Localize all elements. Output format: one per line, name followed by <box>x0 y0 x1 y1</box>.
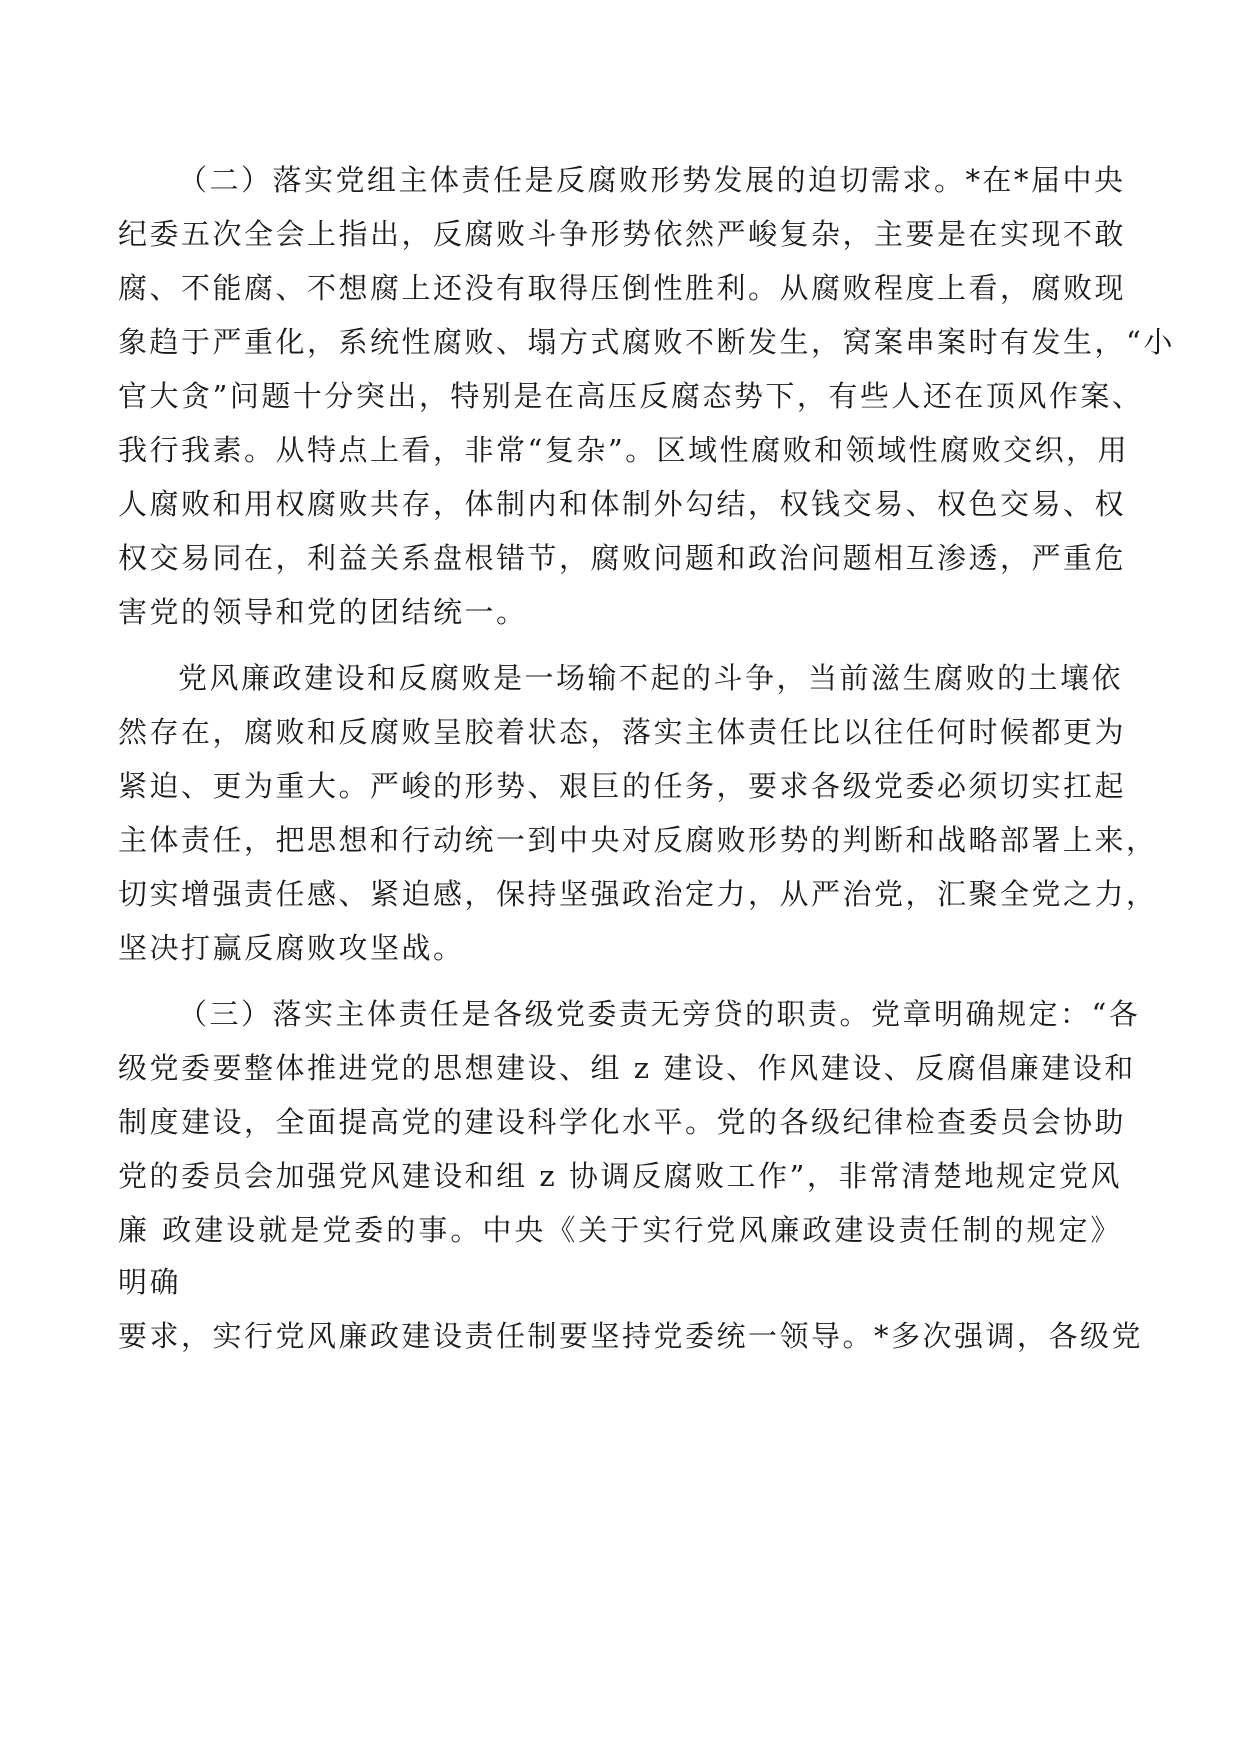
paragraph-3-line-3: 紧迫、更为重大。严峻的形势、艰巨的任务，要求各级党委必须切实扛起 <box>118 769 1127 803</box>
paragraph-2-line-4: 象趋于严重化，系统性腐败、塌方式腐败不断发生，窝案串案时有发生，“小 <box>118 325 1175 359</box>
paragraph-2-line-8: 权交易同在，利益关系盘根错节，腐败问题和政治问题相互渗透，严重危 <box>118 541 1127 575</box>
paragraph-2-line-1: （二）落实党组主体责任是反腐败形势发展的迫切需求。*在*届中央 <box>178 163 1126 197</box>
paragraph-3-line-2: 然存在，腐败和反腐败呈胶着状态，落实主体责任比以往任何时候都更为 <box>118 715 1127 749</box>
paragraph-4-line-1: （三）落实主体责任是各级党委责无旁贷的职责。党章明确规定：“各 <box>178 997 1141 1031</box>
paragraph-2-line-9: 害党的领导和党的团结统一。 <box>118 595 528 629</box>
paragraph-2-line-6: 我行我素。从特点上看，非常“复杂”。区域性腐败和领域性腐败交织，用 <box>118 433 1130 467</box>
paragraph-2-line-5: 官大贪”问题十分突出，特别是在高压反腐态势下，有些人还在顶风作案、 <box>118 379 1144 413</box>
paragraph-2-line-7: 人腐败和用权腐败共存，体制内和体制外勾结，权钱交易、权色交易、权 <box>118 487 1127 521</box>
paragraph-2-line-3: 腐、不能腐、不想腐上还没有取得压倒性胜利。从腐败程度上看，腐败现 <box>118 271 1127 305</box>
paragraph-4-line-4: 党的委员会加强党风建设和组 z 协调反腐败工作”，非常清楚地规定党风 <box>118 1159 1122 1193</box>
paragraph-4-line-6: 明确 <box>118 1265 182 1299</box>
paragraph-4-line-3: 制度建设，全面提高党的建设科学化水平。党的各级纪律检查委员会协助 <box>118 1105 1127 1139</box>
paragraph-3-line-1: 党风廉政建设和反腐败是一场输不起的斗争，当前滋生腐败的土壤依 <box>178 661 1124 695</box>
paragraph-4-line-7: 要求，实行党风廉政建设责任制要坚持党委统一领导。*多次强调，各级党 <box>118 1319 1144 1353</box>
paragraph-4-line-5: 廉 政建设就是党委的事。中央《关于实行党风廉政建设责任制的规定》 <box>118 1213 1122 1247</box>
paragraph-2-line-2: 纪委五次全会上指出，反腐败斗争形势依然严峻复杂，主要是在实现不敢 <box>118 217 1127 251</box>
paragraph-3-line-5: 切实增强责任感、紧迫感，保持坚强政治定力，从严治党，汇聚全党之力， <box>118 877 1158 911</box>
paragraph-3-line-4: 主体责任，把思想和行动统一到中央对反腐败形势的判断和战略部署上来， <box>118 823 1158 857</box>
paragraph-4-line-2: 级党委要整体推进党的思想建设、组 z 建设、作风建设、反腐倡廉建设和 <box>118 1051 1136 1085</box>
paragraph-3-line-6: 坚决打赢反腐败攻坚战。 <box>118 931 465 965</box>
